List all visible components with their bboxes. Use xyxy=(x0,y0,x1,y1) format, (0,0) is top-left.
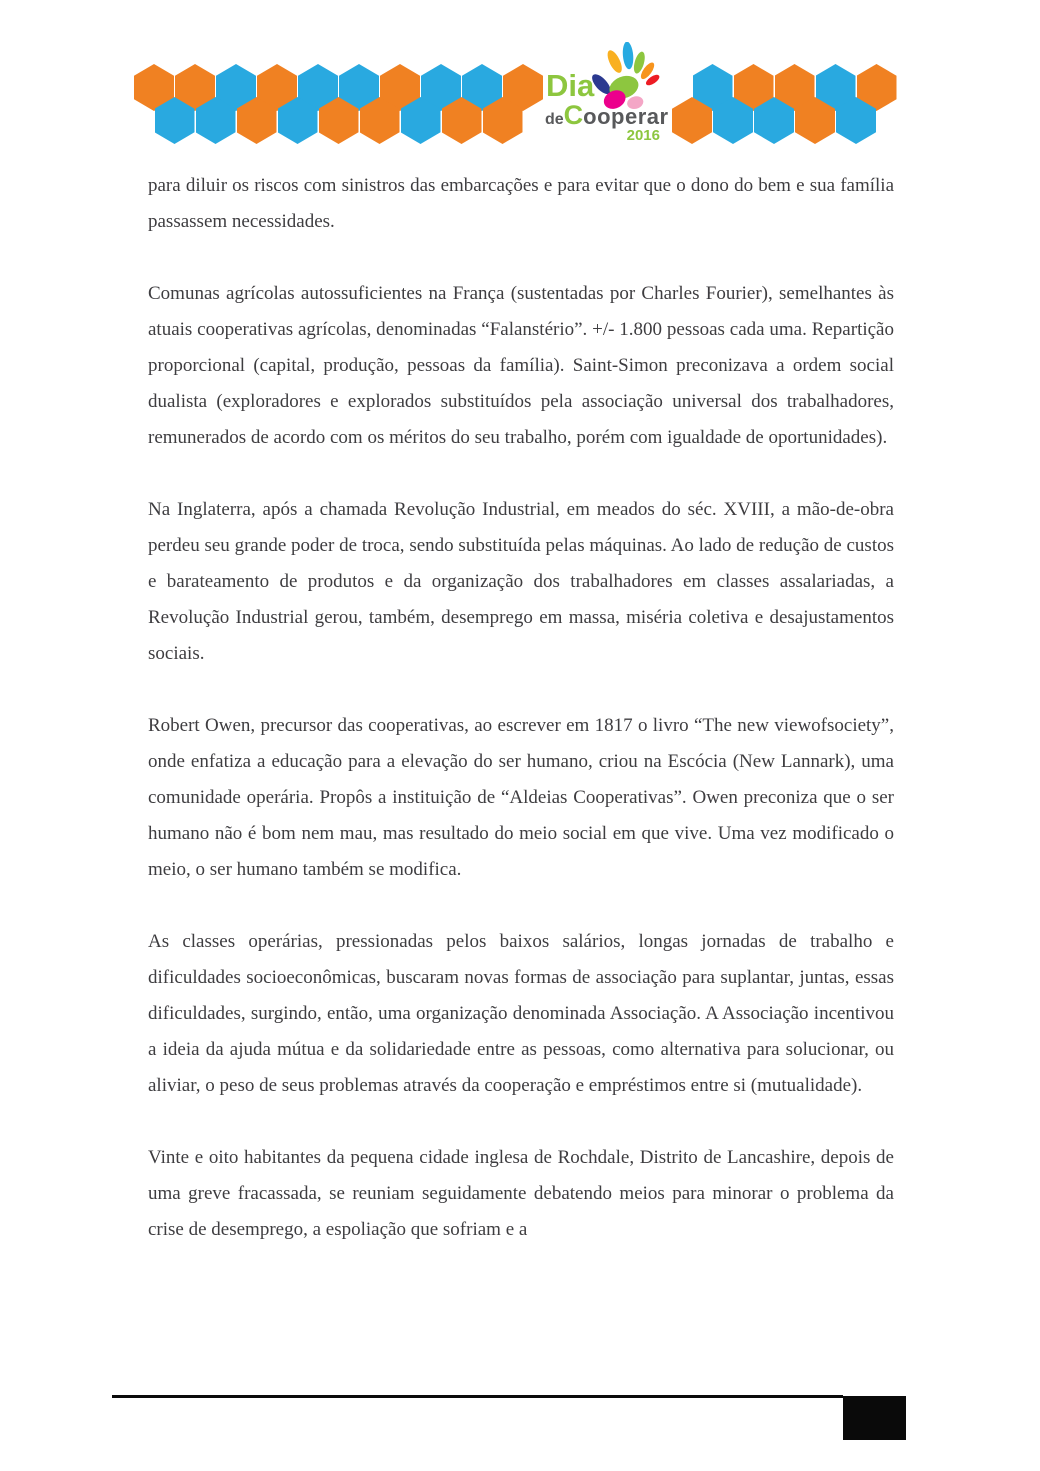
paragraph-3: Na Inglaterra, após a chamada Revolução Industrial, em meados do séc. XVIII, a mão-de-obra perdeu seu grande poder de troca, sendo substituída pelas máquinas. Ao lado de redução de custos e barateamento de produtos e da organização dos trabalhadores em classes assalariadas, a Revolução Industrial gerou, também, desemprego em massa, miséria coletiva e desajustamentos sociais. xyxy=(148,499,894,664)
logo-text-ooperar: ooperar xyxy=(583,104,669,129)
paragraph-5: As classes operárias, pressionadas pelos baixos salários, longas jornadas de trabalho e dificuldades socioeconômicas, buscaram novas formas de associação para suplantar, juntas, essas dificuldades, surgindo, então, uma organização denominada Associação. A Associação incentivou a ideia da ajuda mútua e da solidariedade entre as pessoas, como alternativa para solucionar, ou aliviar, o peso de seus problemas através da cooperação e empréstimos entre si (mutualidade). xyxy=(148,931,894,1096)
footer-rule xyxy=(112,1395,843,1398)
paragraph-1: para diluir os riscos com sinistros das embarcações e para evitar que o dono do bem e sua família passassem necessidades. xyxy=(148,175,894,232)
logo-text-c: C xyxy=(563,100,584,130)
logo-year: 2016 xyxy=(626,127,660,144)
page-header xyxy=(0,0,1040,165)
dia-de-cooperar-logo xyxy=(540,42,680,152)
hexagon-band-left xyxy=(134,64,554,146)
document-body xyxy=(148,168,894,1248)
hand-finger-yellow xyxy=(605,48,625,75)
paragraph-4: Robert Owen, precursor das cooperativas, ao escrever em 1817 o livro “The new viewofsociety”, onde enfatiza a educação para a elevação do ser humano, criou na Escócia (New Lannark), uma comunidade operária. Propôs a instituição de “Aldeias Cooperativas”. Owen preconiza que o ser humano não é bom nem mau, mas resultado do meio social em que vive. Uma vez modificado o meio, o ser humano também se modifica. xyxy=(148,715,894,880)
logo-text-de: de xyxy=(545,111,564,128)
logo-text-dia: Dia xyxy=(546,68,595,103)
paragraph-6: Vinte e oito habitantes da pequena cidade inglesa de Rochdale, Distrito de Lancashire, depois de uma greve fracassada, se reuniam seguidamente debatendo meios para minorar o problema da crise de desemprego, a espoliação que sofriam e a xyxy=(148,1147,894,1240)
paragraph-2: Comunas agrícolas autossuficientes na França (sustentadas por Charles Fourier), semelhantes às atuais cooperativas agrícolas, denominadas “Falanstério”. +/- 1.800 pessoas cada uma. Repartição proporcional (capital, produção, pessoas da família). Saint-Simon preconizava a ordem social dualista (exploradores e explorados substituídos pela associação universal dos trabalhadores, remunerados de acordo com os méritos do seu trabalho, porém com igualdade de oportunidades). xyxy=(148,283,894,448)
page-number-box xyxy=(843,1396,906,1440)
hexagon-band-right xyxy=(672,64,900,146)
hand-finger-blue xyxy=(622,42,635,70)
